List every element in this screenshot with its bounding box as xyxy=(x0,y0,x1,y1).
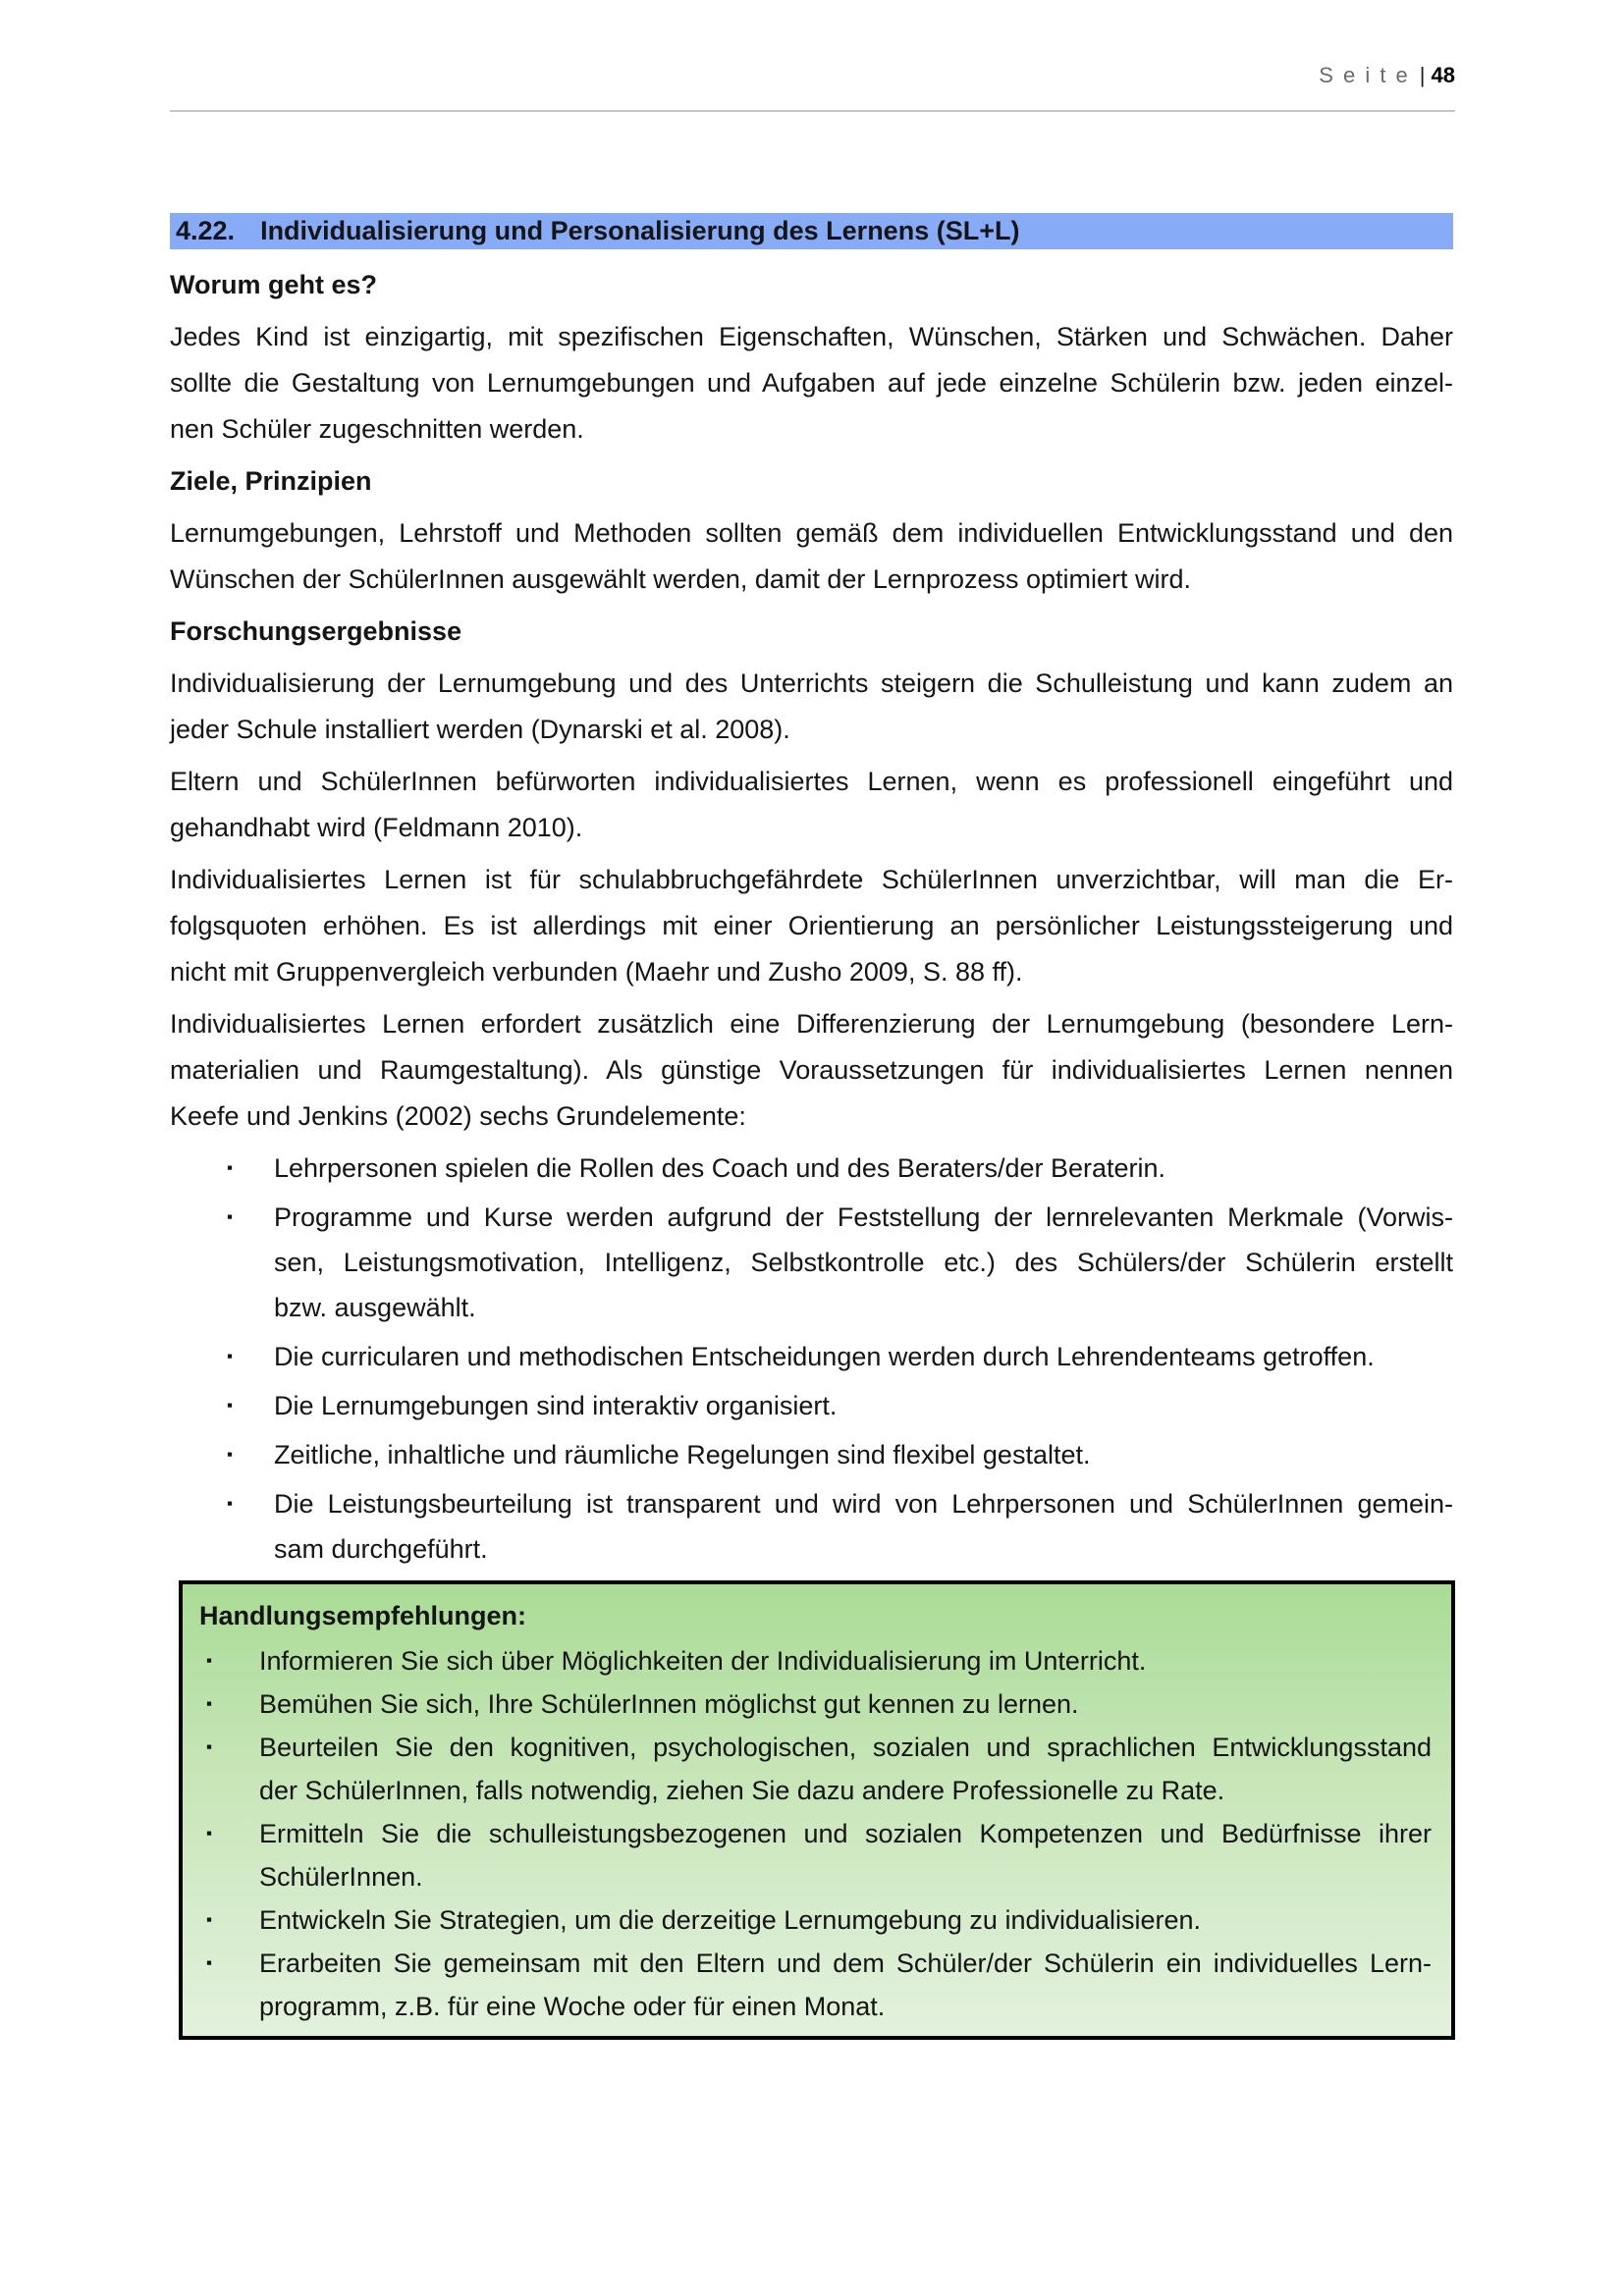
text-line: sam durchgeführt. xyxy=(274,1534,488,1564)
text-line: Entwickeln Sie Strategien, um die derzeitige Lernumgebung zu individualisieren. xyxy=(259,1905,1202,1935)
bullet-square-icon: ▪ xyxy=(206,1651,213,1670)
text-line: gehandhabt wird (Feldmann 2010). xyxy=(170,813,583,842)
text-line: materialien und Raumgestaltung). Als günstige Voraussetzungen für individualisiertes Lernen nennen xyxy=(170,1055,1453,1085)
paragraph xyxy=(170,857,1453,995)
bullet-item xyxy=(199,1639,1432,1682)
bullet-square-icon: ▪ xyxy=(206,1824,213,1842)
bullet-item xyxy=(170,1146,1453,1191)
text-line: der SchülerInnen, falls notwendig, ziehen Sie dazu andere Professionelle zu Rate. xyxy=(259,1776,1225,1805)
bullet-item xyxy=(199,1812,1432,1898)
paragraph xyxy=(170,314,1453,453)
text-line: sollte die Gestaltung von Lernumgebungen und Aufgaben auf jede einzelne Schülerin bzw. jeden einzel- xyxy=(170,368,1453,398)
bullet-square-icon: ▪ xyxy=(227,1396,234,1415)
text-line: Jedes Kind ist einzigartig, mit spezifischen Eigenschaften, Wünschen, Stärken und Schwächen. Daher xyxy=(170,322,1453,351)
text-line: programm, z.B. für eine Woche oder für einen Monat. xyxy=(259,1992,886,2021)
page-number: 48 xyxy=(1431,63,1455,87)
text-line: nen Schüler zugeschnitten werden. xyxy=(170,414,584,444)
section-heading xyxy=(170,213,1453,249)
recommendations-list xyxy=(199,1639,1432,2028)
bullet-square-icon: ▪ xyxy=(227,1445,234,1464)
bullet-item xyxy=(170,1195,1453,1330)
text-line: SchülerInnen. xyxy=(259,1862,423,1892)
text-line: bzw. ausgewählt. xyxy=(274,1293,476,1322)
bullet-square-icon: ▪ xyxy=(227,1347,234,1365)
header-rule xyxy=(170,110,1455,112)
bullet-item xyxy=(170,1432,1453,1477)
bullet-square-icon: ▪ xyxy=(227,1207,234,1226)
bullet-item xyxy=(199,1898,1432,1942)
bullet-list xyxy=(170,1146,1453,1572)
section-number: 4.22. xyxy=(176,216,236,245)
paragraph xyxy=(170,759,1453,851)
text-line: Individualisiertes Lernen erfordert zusätzlich eine Differenzierung der Lernumgebung (besondere Lern- xyxy=(170,1009,1453,1039)
bullet-square-icon: ▪ xyxy=(206,1694,213,1713)
text-line: Die curricularen und methodischen Entscheidungen werden durch Lehrendenteams getroffen. xyxy=(274,1342,1375,1371)
text-line: nicht mit Gruppenvergleich verbunden (Maehr und Zusho 2009, S. 88 ff). xyxy=(170,957,1023,987)
paragraph xyxy=(170,1001,1453,1140)
text-line: Informieren Sie sich über Möglichkeiten der Individualisierung im Unterricht. xyxy=(259,1646,1147,1676)
subheading: Ziele, Prinzipien xyxy=(170,466,372,496)
bullet-item xyxy=(199,1942,1432,2028)
text-line: Ermitteln Sie die schulleistungsbezogenen und sozialen Kompetenzen und Bedürfnisse ihrer xyxy=(259,1819,1432,1848)
subheading: Forschungsergebnisse xyxy=(170,616,462,646)
paragraph xyxy=(170,510,1453,603)
content-column xyxy=(170,213,1453,2021)
body-blocks xyxy=(170,262,1453,1572)
bullet-item xyxy=(170,1334,1453,1379)
text-line: Programme und Kurse werden aufgrund der Feststellung der lernrelevanten Merkmale (Vorwis- xyxy=(274,1202,1453,1232)
text-line: jeder Schule installiert werden (Dynarski et al. 2008). xyxy=(170,715,790,744)
text-line: Eltern und SchülerInnen befürworten individualisiertes Lernen, wenn es professionell eingeführt und xyxy=(170,767,1453,796)
text-line: sen, Leistungsmotivation, Intelligenz, Selbstkontrolle etc.) des Schülers/der Schülerin erstellt xyxy=(274,1248,1453,1277)
text-line: Bemühen Sie sich, Ihre SchülerInnen möglichst gut kennen zu lernen. xyxy=(259,1689,1079,1719)
recommendations-title: Handlungsempfehlungen: xyxy=(199,1601,526,1630)
text-line: Die Lernumgebungen sind interaktiv organisiert. xyxy=(274,1391,838,1420)
page-header-separator: | xyxy=(1419,63,1426,87)
bullet-square-icon: ▪ xyxy=(206,1737,213,1756)
text-line: Lehrpersonen spielen die Rollen des Coach und des Beraters/der Beraterin. xyxy=(274,1153,1166,1183)
section-title: Individualisierung und Personalisierung des Lernens (SL+L) xyxy=(260,216,1020,245)
text-line: Individualisiertes Lernen ist für schulabbruchgefährdete SchülerInnen unverzichtbar, will man die Er- xyxy=(170,865,1453,894)
bullet-item xyxy=(170,1481,1453,1572)
text-line: Beurteilen Sie den kognitiven, psychologischen, sozialen und sprachlichen Entwicklungsstand xyxy=(259,1733,1432,1762)
text-line: Individualisierung der Lernumgebung und des Unterrichts steigern die Schulleistung und kann zudem an xyxy=(170,668,1453,698)
recommendations-box xyxy=(179,1580,1455,2040)
bullet-item xyxy=(199,1726,1432,1812)
text-line: folgsquoten erhöhen. Es ist allerdings mit einer Orientierung an persönlicher Leistungssteigerung und xyxy=(170,911,1453,940)
text-line: Erarbeiten Sie gemeinsam mit den Eltern und dem Schüler/der Schülerin ein individuelles Lern- xyxy=(259,1949,1432,1978)
bullet-square-icon: ▪ xyxy=(206,1953,213,1972)
text-line: Wünschen der SchülerInnen ausgewählt werden, damit der Lernprozess optimiert wird. xyxy=(170,564,1192,594)
text-line: Lernumgebungen, Lehrstoff und Methoden sollten gemäß dem individuellen Entwicklungsstand und den xyxy=(170,518,1453,548)
text-line: Die Leistungsbeurteilung ist transparent und wird von Lehrpersonen und SchülerInnen gemein- xyxy=(274,1489,1453,1519)
page-header-word: S e i t e xyxy=(1319,63,1410,87)
paragraph xyxy=(170,661,1453,753)
text-line: Zeitliche, inhaltliche und räumliche Regelungen sind flexibel gestaltet. xyxy=(274,1440,1091,1469)
subheading: Worum geht es? xyxy=(170,270,378,299)
bullet-item xyxy=(199,1682,1432,1726)
bullet-square-icon: ▪ xyxy=(227,1494,234,1513)
bullet-item xyxy=(170,1383,1453,1428)
bullet-square-icon: ▪ xyxy=(206,1910,213,1929)
text-line: Keefe und Jenkins (2002) sechs Grundelemente: xyxy=(170,1101,746,1131)
bullet-square-icon: ▪ xyxy=(227,1158,234,1177)
page-header xyxy=(1319,61,1455,90)
